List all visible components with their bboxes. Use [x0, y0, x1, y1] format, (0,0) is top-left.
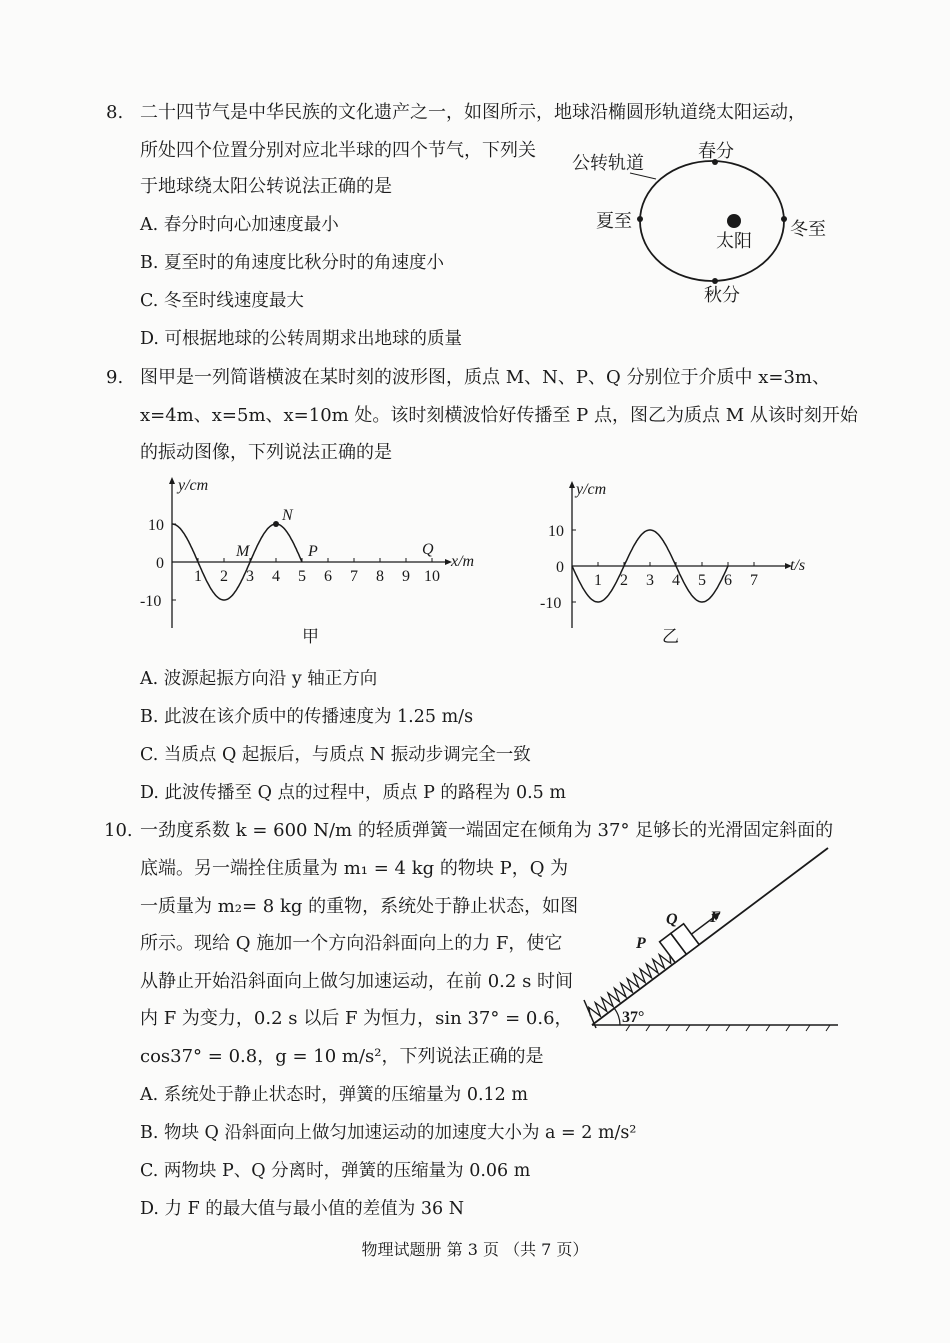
q10-number: 10. [104, 820, 133, 841]
winter-solstice-point [781, 216, 787, 222]
q10-option-b: B. 物块 Q 沿斜面向上做匀加速运动的加速度大小为 a = 2 m/s² [140, 1123, 637, 1143]
jia-title: 甲 [302, 627, 319, 646]
ground-hatching [626, 1025, 830, 1031]
jia-y-axis-arrow [169, 477, 175, 484]
q9-stem-line2: x=4m、x=5m、x=10m 处。该时刻横波恰好传播至 P 点，图乙为质点 M 从该时刻开始 [140, 405, 858, 426]
q8-number: 8. [106, 102, 124, 123]
q9-option-b: B. 此波在该介质中的传播速度为 1.25 m/s [140, 707, 474, 727]
vibration-chart-yi [540, 470, 820, 650]
orbit-ellipse [640, 161, 784, 281]
jia-marks [172, 507, 434, 600]
summer-solstice-point [637, 216, 643, 222]
yi-x-tick-label: 2 [620, 572, 628, 589]
yi-y-axis-arrow [569, 481, 575, 488]
block-q-label: Q [666, 911, 678, 928]
yi-x-tick-label: 3 [646, 572, 654, 589]
q8-option-a: A. 春分时向心加速度最小 [140, 215, 339, 235]
wave-chart-jia [140, 470, 500, 650]
q10-option-d: D. 力 F 的最大值与最小值的差值为 36 N [140, 1199, 465, 1219]
autumn-equinox-label: 秋分 [704, 285, 740, 305]
q9-stem-line1: 图甲是一列简谐横波在某时刻的波形图，质点 M、N、P、Q 分别位于介质中 x=3m、 [140, 367, 830, 388]
jia-x-tick-label: 2 [220, 568, 228, 585]
summer-solstice-label: 夏至 [596, 211, 632, 231]
q10-stem-line6: 内 F 为变力，0.2 s 以后 F 为恒力，sin 37° = 0.6， [140, 1008, 573, 1029]
yi-y-tick-label: -10 [540, 595, 562, 612]
angle-arc [614, 1008, 620, 1025]
yi-x-tick-label: 1 [594, 572, 602, 589]
yi-title: 乙 [662, 627, 679, 646]
yi-y-tick-label: 0 [556, 559, 564, 576]
yi-ylabel: y/cm [576, 481, 607, 498]
point-p-label: P [308, 543, 318, 560]
q9-option-d: D. 此波传播至 Q 点的过程中，质点 P 的路程为 0.5 m [140, 783, 566, 803]
q10-stem-line2: 底端。另一端拴住质量为 m₁ = 4 kg 的物块 P，Q 为 [140, 858, 569, 879]
q9-stem-line3: 的振动图像，下列说法正确的是 [140, 442, 392, 463]
q10-option-a: A. 系统处于静止状态时，弹簧的压缩量为 0.12 m [140, 1085, 528, 1105]
yi-x-tick-label: 5 [698, 572, 706, 589]
q8-option-b: B. 夏至时的角速度比秋分时的角速度小 [140, 253, 444, 273]
q10-stem-line4: 所示。现给 Q 施加一个方向沿斜面向上的力 F，使它 [140, 933, 563, 954]
q10-stem-line7: cos37° = 0.8，g = 10 m/s²，下列说法正确的是 [140, 1046, 544, 1067]
jia-x-tick-label: 3 [246, 568, 254, 585]
jia-xlabel: x/m [451, 553, 475, 570]
q9-option-c: C. 当质点 Q 起振后，与质点 N 振动步调完全一致 [140, 745, 531, 765]
jia-y-tick-label: 10 [148, 517, 164, 534]
q8-stem-line3: 于地球绕太阳公转说法正确的是 [140, 176, 392, 197]
spring-equinox-label: 春分 [698, 141, 734, 161]
jia-y-tick-label: -10 [140, 593, 162, 610]
sun-icon [727, 214, 741, 228]
jia-x-tick-label: 10 [424, 568, 440, 585]
yi-x-tick-label: 4 [672, 572, 680, 589]
jia-y-tick-label: 0 [156, 555, 164, 572]
q8-option-c: C. 冬至时线速度最大 [140, 291, 304, 311]
jia-x-tick-label: 4 [272, 568, 280, 585]
jia-x-tick-label: 1 [194, 568, 202, 585]
yi-axes [540, 481, 792, 628]
jia-x-tick-label: 9 [402, 568, 410, 585]
angle-label: 37° [622, 1009, 645, 1026]
incline-figure [570, 840, 845, 1040]
orbit-label-leader [630, 173, 656, 179]
point-q-label: Q [422, 541, 434, 558]
jia-x-tick-label: 5 [298, 568, 306, 585]
q10-stem-line3: 一质量为 m₂= 8 kg 的重物，系统处于静止状态，如图 [140, 896, 579, 917]
incline-surface [592, 848, 828, 1025]
yi-x-tick-label: 6 [724, 572, 732, 589]
yi-x-tick-label: 7 [750, 572, 758, 589]
block-p-label: P [636, 935, 646, 952]
orbit-figure [560, 135, 840, 315]
autumn-equinox-point [712, 278, 718, 284]
winter-solstice-label: 冬至 [790, 219, 826, 239]
q10-option-c: C. 两物块 P、Q 分离时，弹簧的压缩量为 0.06 m [140, 1161, 531, 1181]
page-footer: 物理试题册 第 3 页 （共 7 页） [361, 1240, 589, 1259]
point-n-dot [273, 521, 279, 527]
yi-xlabel: t/s [790, 557, 806, 574]
jia-x-tick-label: 7 [350, 568, 358, 585]
q8-option-d: D. 可根据地球的公转周期求出地球的质量 [140, 329, 463, 349]
jia-x-tick-label: 6 [324, 568, 332, 585]
q8-stem-line1: 二十四节气是中华民族的文化遗产之一，如图所示，地球沿椭圆形轨道绕太阳运动， [140, 102, 806, 123]
q8-stem-line2: 所处四个位置分别对应北半球的四个节气，下列关 [140, 140, 536, 161]
q9-option-a: A. 波源起振方向沿 y 轴正方向 [140, 669, 378, 689]
point-m-label: M [236, 543, 250, 560]
q10-stem-line5: 从静止开始沿斜面向上做匀加速运动，在前 0.2 s 时间 [140, 971, 574, 992]
point-n-label: N [282, 507, 293, 524]
yi-y-tick-label: 10 [548, 523, 564, 540]
q10-stem-line1: 一劲度系数 k = 600 N/m 的轻质弹簧一端固定在倾角为 37° 足够长的光滑固定斜面的 [140, 820, 834, 841]
sun-label: 太阳 [716, 231, 752, 251]
jia-ylabel: y/cm [178, 477, 209, 494]
force-label: F [710, 909, 721, 926]
orbit-label: 公转轨道 [572, 153, 644, 173]
q9-number: 9. [106, 367, 124, 388]
jia-x-tick-label: 8 [376, 568, 384, 585]
jia-axes [140, 477, 452, 628]
